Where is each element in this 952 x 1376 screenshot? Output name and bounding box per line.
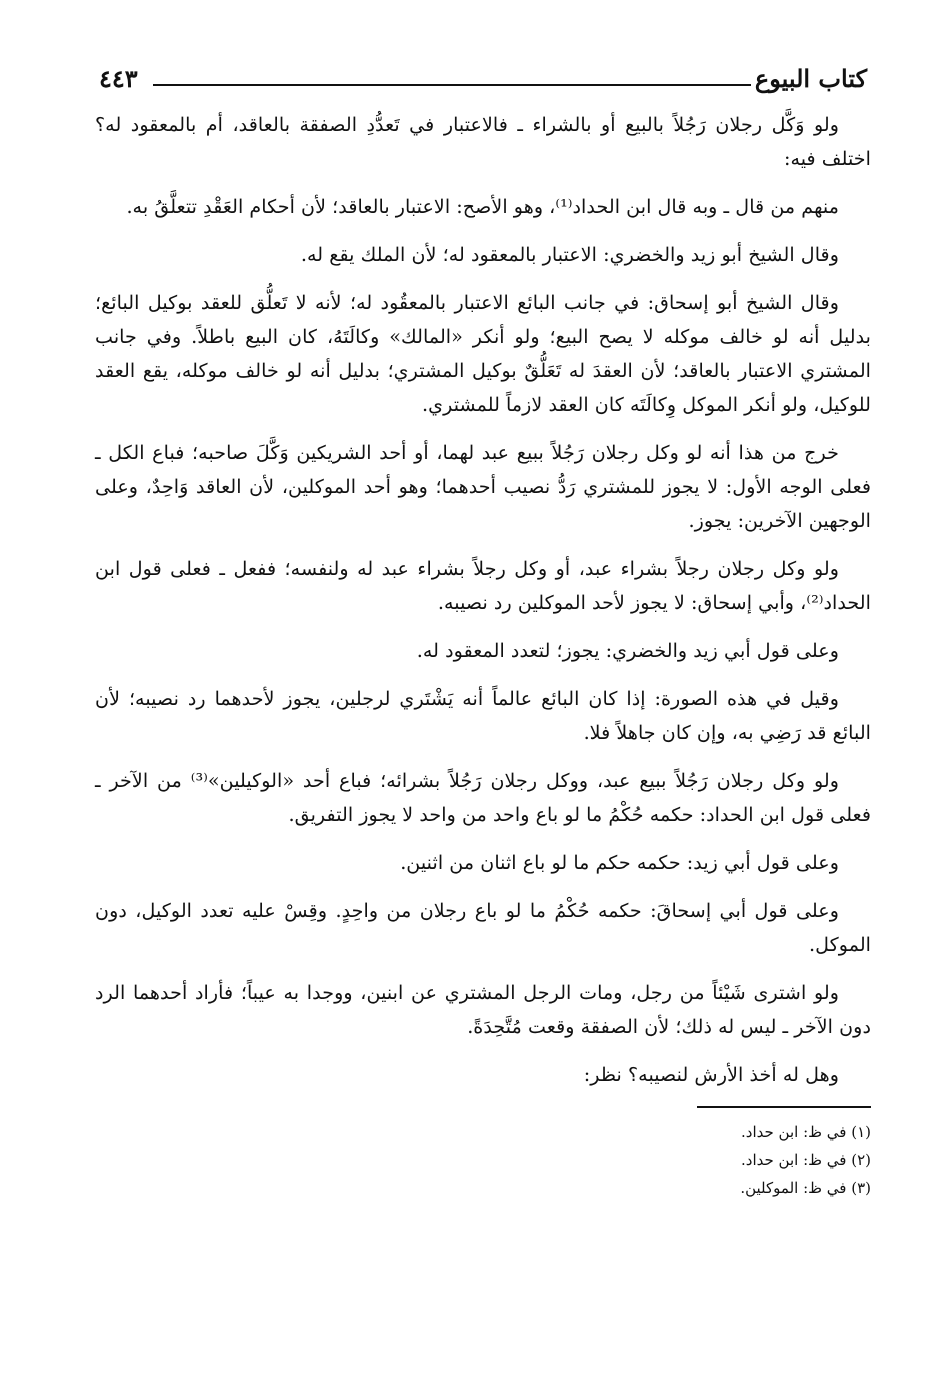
footnote: (٣) في ظ: الموكلين. [740, 1179, 871, 1197]
footnote: (١) في ظ: ابن حداد. [741, 1123, 871, 1141]
chapter-title: كتاب البيوع [751, 64, 871, 93]
main-text [95, 108, 871, 1092]
paragraph: ولو وكل رجلان رجلاً بشراء عبد، أو وكل رجلاً بشراء عبد له ولنفسه؛ ففعل ـ فعلى قول ابن الحداد⁽²⁾، وأبي إسحاق: لا يجوز لأحد الموكلين رد نصيبه. [95, 557, 871, 614]
footnotes [95, 1118, 871, 1202]
paragraph: وعلى قول أبي زيد والخضري: يجوز؛ لتعدد المعقود له. [416, 639, 839, 662]
paragraph: ولو وَكَّل رجلان رَجُلاً بالبيع أو بالشراء ـ فالاعتبار في تَعدُّدِ الصفقة بالعاقد، أم بالمعقود له؟ اختلف فيه: [95, 113, 871, 170]
book-page [95, 58, 871, 1338]
paragraph: ولو اشترى شَيْئاً من رجل، ومات الرجل المشتري عن ابنين، ووجدا به عيباً؛ فأراد أحدهما الرد دون الآخر ـ ليس له ذلك؛ لأن الصفقة وقعت مُتَّحِدَةً. [95, 981, 871, 1038]
footnote: (٢) في ظ: ابن حداد. [741, 1151, 871, 1169]
footnote-separator [697, 1106, 871, 1108]
paragraph: خرج من هذا أنه لو وكل رجلان رَجُلاً ببيع عبد لهما، أو أحد الشريكين وَكَّلَ صاحبه؛ فباع الكل ـ فعلى الوجه الأول: لا يجوز للمشتري رَدُّ نصيب أحدهما؛ وهو أحد الموكلين، لأن العاقد وَاحِدٌ، وعلى الوجهين الآخرين: يجوز. [95, 441, 871, 532]
paragraph: وقال الشيخ أبو زيد والخضري: الاعتبار بالمعقود له؛ لأن الملك يقع له. [300, 243, 839, 266]
paragraph: وقيل في هذه الصورة: إذا كان البائع عالماً أنه يَشْتَري لرجلين، يجوز لأحدهما رد نصيبه؛ لأن البائع قد رَضِي به، وإن كان جاهلاً فلا. [95, 687, 871, 744]
paragraph: ولو وكل رجلان رَجُلاً ببيع عبد، ووكل رجلان رَجُلاً بشرائه؛ فباع أحد «الوكيلين»⁽³⁾ من الآخر ـ فعلى قول ابن الحداد: حكمه حُكْمُ ما لو باع واحد من واحد لا يجوز التفريق. [95, 769, 871, 826]
paragraph: منهم من قال ـ وبه قال ابن الحداد⁽¹⁾، وهو الأصح: الاعتبار بالعاقد؛ لأن أحكام العَقْدِ تتعلَّقُ به. [126, 195, 839, 218]
paragraph: وعلى قول أبي إسحاقَ: حكمه حُكْمُ ما لو باع رجلان من واحِدٍ. وقِسْ عليه تعدد الوكيل، دون الموكل. [95, 899, 871, 956]
page-number: ٤٤٣ [95, 64, 142, 93]
paragraph: وقال الشيخ أبو إسحاق: في جانب البائع الاعتبار بالمعقُود له؛ لأنه لا تَعلُّق للعقد بوكيل البائع؛ بدليل أنه لو خالف موكله لا يصح البيع؛ ولو أنكر «المالك» وكالَتَهُ، كان البيع باطلاً. وفي جانب المشتري الاعتبار بالعاقد؛ لأن العقدَ له تَعَلُّقٌ بوكيل المشتري؛ بدليل أنه لو خالف موكله، يقع العقد للوكيل، ولو أنكر الموكل وِكالَتَه كان العقد لازماً للمشتري. [95, 291, 871, 416]
header-rule [153, 84, 751, 86]
paragraph: وهل له أخذ الأرش لنصيبه؟ نظر: [583, 1063, 839, 1086]
paragraph: وعلى قول أبي زيد: حكمه حكم ما لو باع اثنان من اثنين. [400, 851, 839, 874]
running-header [95, 58, 871, 98]
